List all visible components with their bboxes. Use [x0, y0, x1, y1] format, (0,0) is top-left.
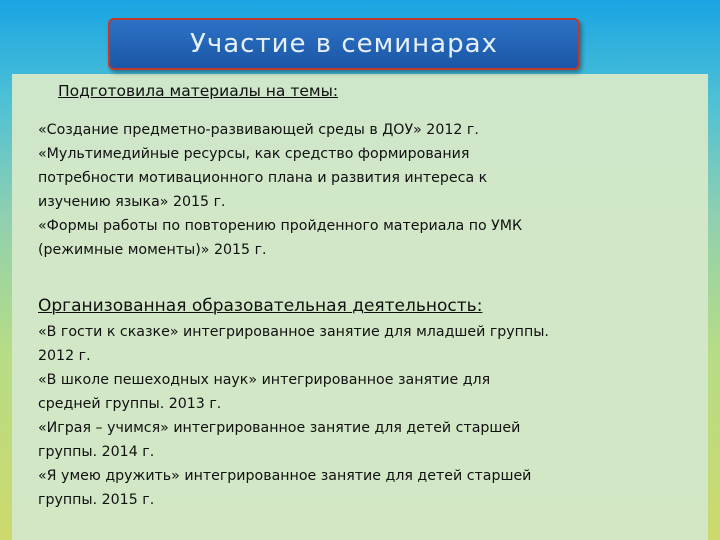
list-item: изучению языка» 2015 г. [38, 194, 226, 210]
section-heading-activities: Организованная образовательная деятельность: [38, 296, 483, 316]
list-item: «Мультимедийные ресурсы, как средство формирования [38, 146, 470, 162]
materials-list [38, 118, 522, 262]
list-item: «Играя – учимся» интегрированное занятие для детей старшей [38, 420, 521, 436]
list-item: 2012 г. [38, 348, 91, 364]
list-item: группы. 2015 г. [38, 492, 155, 508]
list-item: «Я умею дружить» интегрированное занятие для детей старшей [38, 468, 532, 484]
list-item: «В школе пешеходных наук» интегрированное занятие для [38, 372, 491, 388]
list-item: «Формы работы по повторению пройденного материала по УМК [38, 218, 523, 234]
slide-title: Участие в семинарах [190, 29, 498, 59]
slide-title-box [108, 18, 580, 70]
list-item: «Создание предметно-развивающей среды в ДОУ» 2012 г. [38, 122, 479, 138]
list-item: потребности мотивационного плана и развития интереса к [38, 170, 488, 186]
list-item: (режимные моменты)» 2015 г. [38, 242, 267, 258]
list-item: группы. 2014 г. [38, 444, 155, 460]
list-item: средней группы. 2013 г. [38, 396, 222, 412]
activities-list [38, 320, 549, 512]
section-heading-materials: Подготовила материалы на темы: [58, 82, 339, 100]
list-item: «В гости к сказке» интегрированное занятие для младшей группы. [38, 324, 549, 340]
